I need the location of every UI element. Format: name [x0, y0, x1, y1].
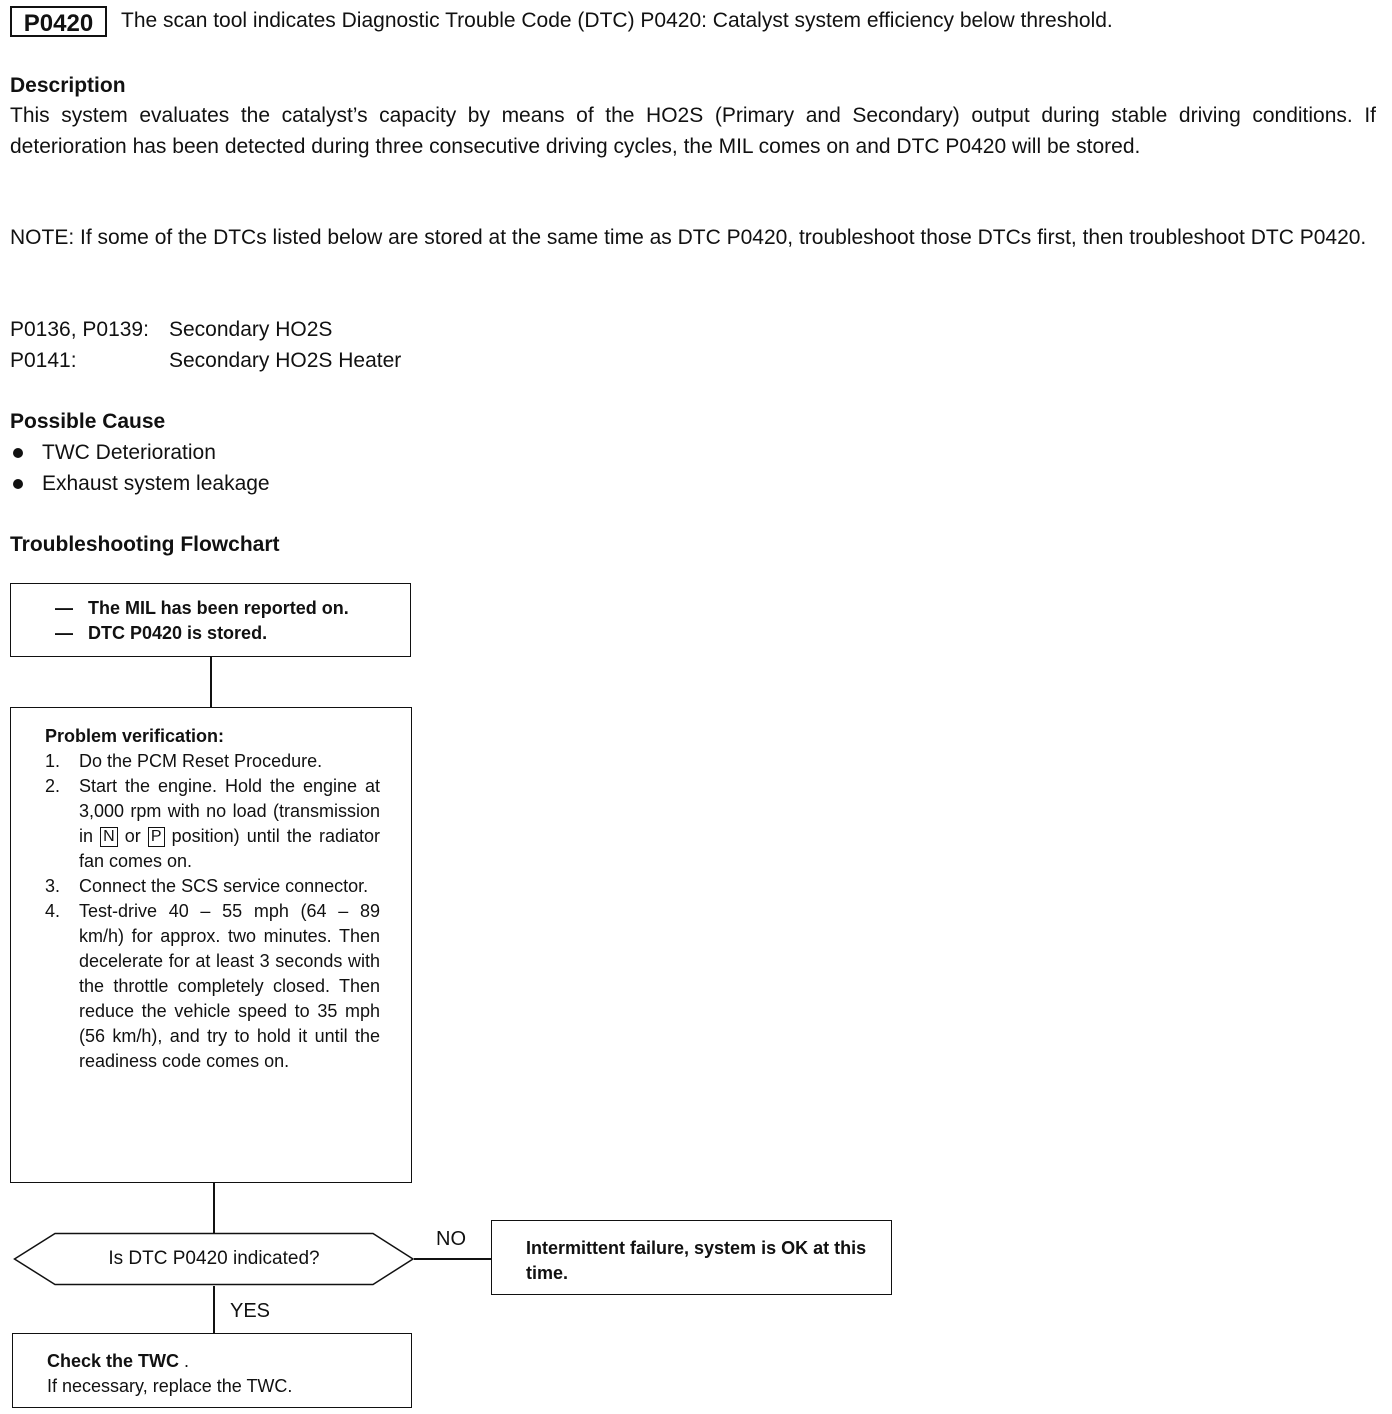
description-heading: Description: [10, 74, 126, 97]
start-line: — The MIL has been reported on.: [55, 598, 349, 618]
yes-result-title: Check the TWC: [47, 1351, 180, 1371]
dtc-code-badge: P0420: [10, 6, 107, 37]
start-line: — DTC P0420 is stored.: [55, 623, 268, 643]
step-item: 3. Connect the SCS service connector.: [45, 876, 369, 896]
yes-label: YES: [230, 1300, 271, 1322]
step-item: 1. Do the PCM Reset Procedure.: [45, 751, 323, 771]
bullet-icon: [13, 479, 23, 489]
header-text: The scan tool indicates Diagnostic Trouble Code (DTC) P0420: Catalyst system efficiency below threshold.: [121, 9, 1113, 32]
yes-connector-line: [213, 1286, 215, 1334]
list-item: Exhaust system leakage: [10, 468, 270, 499]
no-label: NO: [436, 1228, 466, 1250]
dtc-list-row: [10, 314, 149, 345]
no-result-box: Intermittent failure, system is OK at this time.: [491, 1220, 892, 1295]
description-body: This system evaluates the catalyst’s capacity by means of the HO2S (Primary and Secondary) output during stable driving conditions. If deterioration has been detected during three consecutive driving cycles, the MIL comes on and DTC P0420 will be stored.: [10, 104, 1376, 158]
dtc-desc: Secondary HO2S: [169, 318, 333, 341]
no-connector-line: [414, 1258, 492, 1260]
step-item: 4. Test-drive 40 – 55 mph (64 – 89 km/h) for approx. two minutes. Then decelerate for at least 3 seconds with the throttle completely closed. Then reduce the vehicle speed to 35 mph (56 km/h), and try to hold it until the readiness code comes on.: [45, 901, 380, 1071]
connector-line: [210, 657, 212, 707]
description-note: NOTE: If some of the DTCs listed below are stored at the same time as DTC P0420, troubleshoot those DTCs first, then troubleshoot DTC P0420.: [10, 226, 1367, 249]
possible-cause-heading: Possible Cause: [10, 410, 166, 433]
dtc-codes: P0136, P0139:: [10, 318, 149, 341]
flowchart-heading: Troubleshooting Flowchart: [10, 533, 280, 556]
dtc-codes: P0141:: [10, 349, 77, 372]
verification-steps: [45, 749, 380, 1074]
possible-cause-list: [10, 437, 270, 499]
gear-p-key: P: [148, 827, 165, 847]
dtc-desc: Secondary HO2S Heater: [169, 349, 402, 372]
problem-verification-box: [10, 707, 412, 1183]
bullet-icon: [13, 448, 23, 458]
step-item: 2. Start the engine. Hold the engine at 3,000 rpm with no load (transmission in N or P position) until the radiator fan comes on.: [45, 776, 380, 871]
connector-line: [213, 1183, 215, 1233]
verification-title: Problem verification:: [45, 726, 225, 746]
flowchart-start-box: [10, 583, 411, 657]
yes-result-text: If necessary, replace the TWC.: [47, 1376, 293, 1396]
list-item: TWC Deterioration: [10, 437, 270, 468]
gear-n-key: N: [100, 827, 118, 847]
decision-text: Is DTC P0420 indicated?: [108, 1248, 320, 1269]
yes-result-box: Check the TWC . If necessary, replace the TWC.: [12, 1333, 412, 1408]
dtc-list-row: [10, 345, 77, 376]
